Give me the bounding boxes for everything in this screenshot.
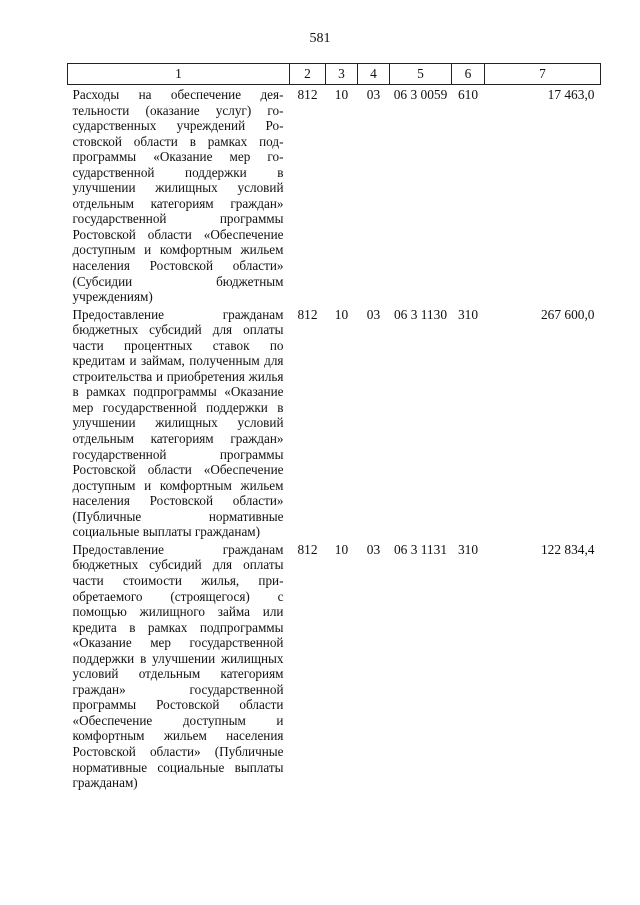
table-row (68, 85, 601, 305)
row-ministry-code: 812 (297, 87, 318, 102)
column-header: 6 (452, 64, 485, 85)
column-header: 7 (485, 64, 601, 85)
row-ministry-code: 812 (297, 306, 318, 322)
page-number: 581 (309, 31, 331, 46)
row-subsection-code: 03 (366, 541, 381, 557)
row-expense-type-code: 610 (457, 87, 479, 102)
row-amount: 17 463,0 (547, 87, 595, 102)
row-ministry-code: 812 (297, 541, 318, 557)
row-description: Расходы на обеспечение деятельности (оказание услуг) государственных учреждений Ростовской области в рамках подпрограммы «Оказание мер государственной поддержки в улучшении жилищных условий отдельным категориям граждан» государственной программы Ростовской области «Обеспечение доступным и комфортным жильем населения Ростовской области» (Субсидии бюджетным учреждениям) (72, 87, 284, 305)
row-section-code: 10 (334, 87, 349, 102)
table-row (68, 305, 601, 540)
row-target-code: 06 3 0059 (393, 87, 448, 102)
column-header: 1 (68, 64, 290, 85)
row-subsection-code: 03 (366, 87, 381, 102)
row-target-code: 06 3 1131 (393, 541, 448, 557)
row-description: Предоставление гражданам бюджетных субсидий для оплаты части процентных ставок по кредитам и займам, полученным для строительства и приобретения жилья в рамках подпрограммы «Оказание мер государственной поддержки в улучшении жилищных условий отдельным категориям граждан» государственной программы Ростовской области «Обеспечение доступным и комфортным жильем населения Ростовской области» (Публичные нормативные социальные выплаты гражданам) (72, 306, 284, 540)
row-description: Предоставление гражданам бюджетных субсидий для оплаты части стоимости жилья, приобретаемого (строящегося) с помощью жилищного займа или кредита в рамках подпрограммы «Оказание мер государственной поддержки в улучшении жилищных условий отдельным категориям граждан» государственной программы Ростовской области «Обеспечение доступным и комфортным жильем населения Ростовской области» (Публичные нормативные социальные выплаты гражданам) (72, 541, 284, 791)
row-amount: 122 834,4 (540, 541, 595, 557)
row-subsection-code: 03 (366, 306, 381, 322)
row-amount: 267 600,0 (540, 306, 595, 322)
table-header-row (68, 64, 601, 85)
column-header: 4 (358, 64, 390, 85)
row-expense-type-code: 310 (457, 541, 479, 557)
row-expense-type-code: 310 (457, 306, 479, 322)
column-header: 2 (290, 64, 326, 85)
column-header: 3 (326, 64, 358, 85)
row-section-code: 10 (334, 541, 349, 557)
budget-table (67, 63, 601, 791)
table-row (68, 540, 601, 791)
row-section-code: 10 (334, 306, 349, 322)
column-header: 5 (390, 64, 452, 85)
row-target-code: 06 3 1130 (393, 306, 448, 322)
